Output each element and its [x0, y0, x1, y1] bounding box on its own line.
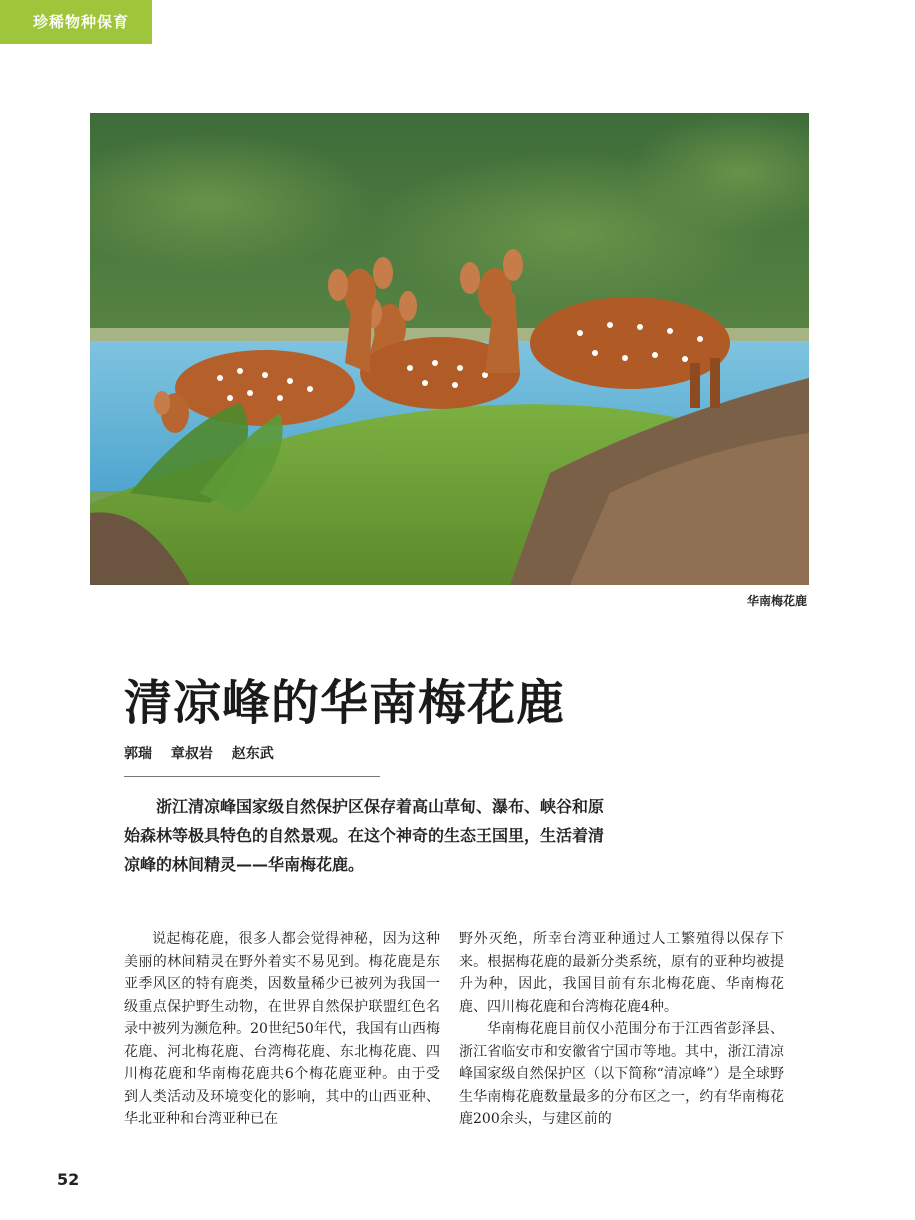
deer-photo — [90, 113, 809, 585]
photo-caption: 华南梅花鹿 — [746, 594, 807, 608]
section-tag: 珍稀物种保育 — [0, 0, 152, 44]
article-title: 清凉峰的华南梅花鹿 — [124, 675, 566, 731]
deer-photo-illustration — [90, 113, 809, 585]
paragraph: 野外灭绝，所幸台湾亚种通过人工繁殖得以保存下来。根据梅花鹿的最新分类系统，原有的亚种均被提升为种，因此，我国目前有东北梅花鹿、华南梅花鹿、四川梅花鹿和台湾梅花鹿4种。 — [459, 931, 784, 1015]
article-lead — [124, 792, 604, 879]
body-column-2 — [459, 928, 784, 1131]
paragraph: 说起梅花鹿，很多人都会觉得神秘，因为这种美丽的林间精灵在野外着实不易见到。梅花鹿是东亚季风区的特有鹿类，因数量稀少已被列为我国一级重点保护野生动物，在世界自然保护联盟红色名录中被列为濒危种。20世纪50年代，我国有山西梅花鹿、河北梅花鹿、台湾梅花鹿、东北梅花鹿、四川梅花鹿和华南梅花鹿共6个梅花鹿亚种。由于受到人类活动及环境变化的影响，其中的山西亚种、华北亚种和台湾亚种已在 — [124, 931, 440, 1127]
body-column-1 — [124, 928, 440, 1131]
article-authors: 郭瑞 章叔岩 赵东武 — [124, 746, 274, 762]
page-number: 52 — [57, 1170, 80, 1189]
lead-text: 浙江清凉峰国家级自然保护区保存着高山草甸、瀑布、峡谷和原始森林等极具特色的自然景观。在这个神奇的生态王国里，生活着清凉峰的林间精灵——华南梅花鹿。 — [124, 797, 605, 874]
divider — [124, 776, 380, 777]
paragraph: 华南梅花鹿目前仅小范围分布于江西省彭泽县、浙江省临安市和安徽省宁国市等地。其中，浙江清凉峰国家级自然保护区（以下简称“清凉峰”）是全球野生华南梅花鹿数量最多的分布区之一，约有华南梅花鹿200余头，与建区前的 — [459, 1021, 784, 1127]
